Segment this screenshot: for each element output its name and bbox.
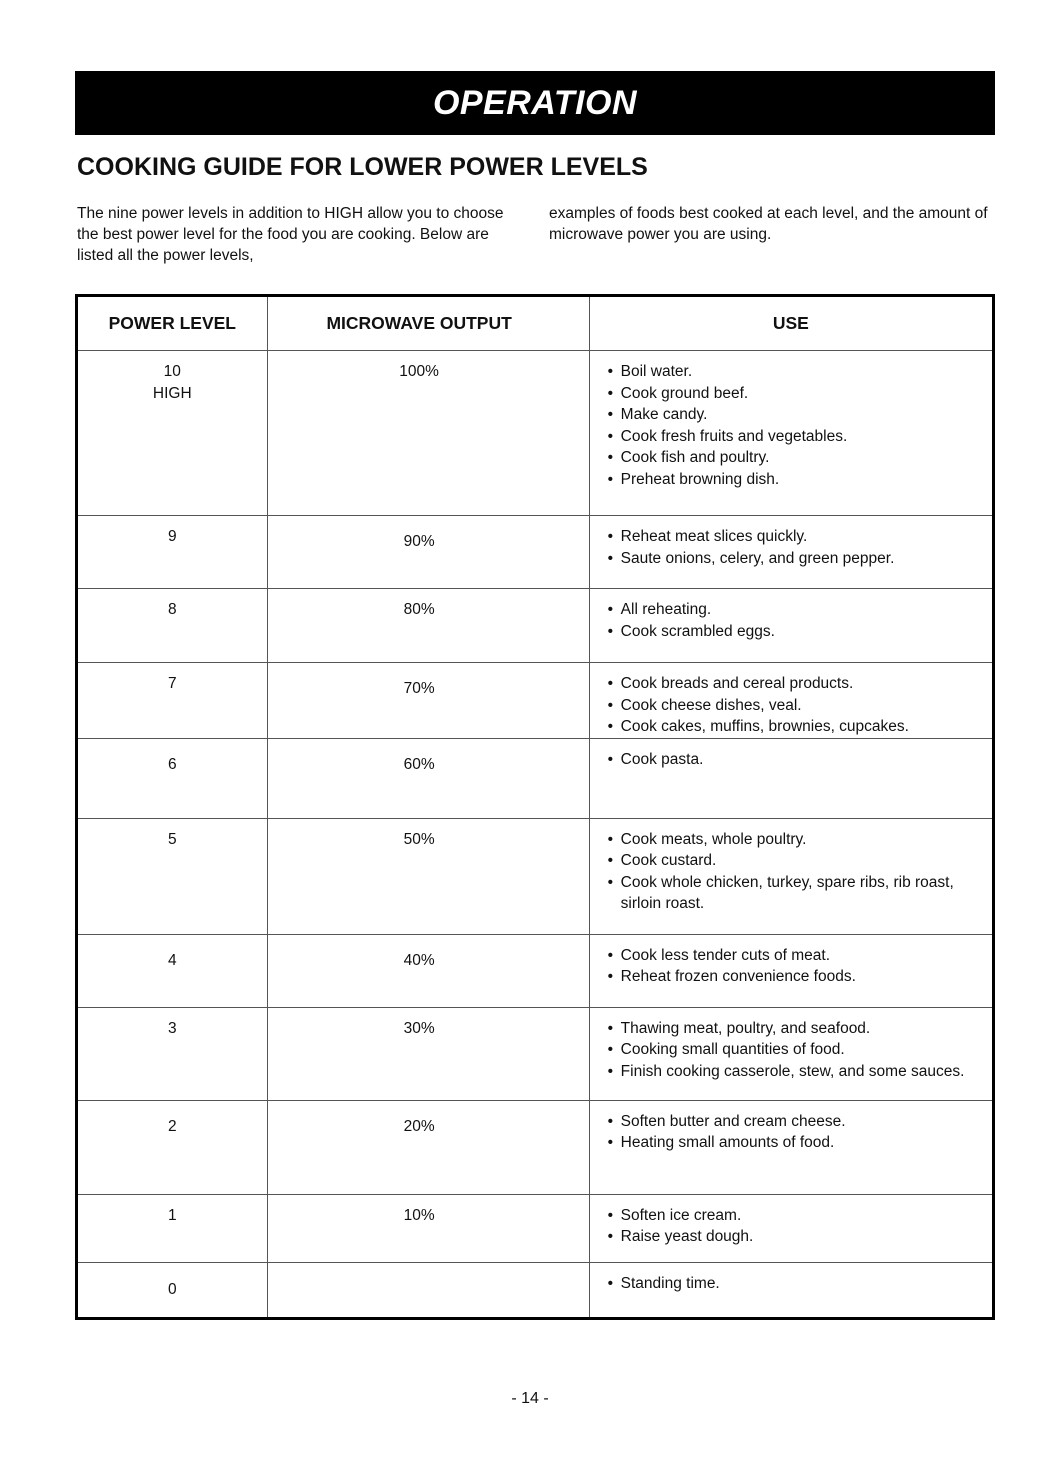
use-cell	[589, 663, 993, 739]
use-cell	[589, 738, 993, 818]
use-list	[590, 1018, 992, 1083]
use-list	[590, 1111, 992, 1154]
use-item: • Cook cheese dishes, veal.	[608, 695, 992, 717]
microwave-output-cell	[267, 663, 589, 739]
power-level-value: 8	[167, 601, 177, 618]
use-list	[590, 599, 992, 642]
page-heading: COOKING GUIDE FOR LOWER POWER LEVELS	[77, 153, 648, 181]
use-item: • Cook meats, whole poultry.	[608, 829, 992, 851]
use-item: • Reheat frozen convenience foods.	[608, 966, 992, 988]
use-cell	[589, 818, 993, 934]
power-level-cell	[77, 738, 268, 818]
power-level-cell	[77, 1262, 268, 1318]
power-level-value: 5	[167, 830, 177, 848]
power-level-cell	[77, 818, 268, 934]
use-list	[590, 361, 992, 490]
table-row	[77, 818, 994, 934]
use-item: • Cook less tender cuts of meat.	[608, 945, 992, 967]
power-level-value: 4	[167, 951, 177, 969]
use-list	[590, 673, 992, 738]
power-level-value: 7	[167, 675, 177, 692]
microwave-output-cell	[267, 516, 589, 589]
page-number: - 14 -	[511, 1390, 549, 1407]
use-item: • Finish cooking casserole, stew, and some sauces.	[608, 1061, 992, 1083]
use-list	[590, 526, 992, 569]
microwave-output-value: 20%	[403, 1117, 435, 1135]
power-level-cell	[77, 1007, 268, 1100]
power-level-value: 9	[167, 528, 177, 545]
use-cell	[589, 1262, 993, 1318]
power-level-label: HIGH	[152, 384, 192, 402]
table-row	[77, 1100, 994, 1194]
use-cell	[589, 1007, 993, 1100]
use-item: • All reheating.	[608, 599, 992, 621]
use-list	[590, 829, 992, 915]
use-item: • Raise yeast dough.	[608, 1226, 992, 1248]
power-level-cell	[77, 663, 268, 739]
use-item: • Boil water.	[608, 361, 992, 383]
use-cell	[589, 1194, 993, 1262]
use-item: • Cook cakes, muffins, brownies, cupcakes.	[608, 716, 992, 738]
microwave-output-value: 40%	[403, 951, 435, 969]
power-level-cell	[77, 516, 268, 589]
header-microwave-output: MICROWAVE OUTPUT	[267, 296, 589, 351]
use-item: • Preheat browning dish.	[608, 469, 992, 491]
microwave-output-cell	[267, 1007, 589, 1100]
power-level-cell	[77, 589, 268, 663]
use-item: • Cook fish and poultry.	[608, 447, 992, 469]
table-row	[77, 1262, 994, 1318]
use-list	[590, 749, 992, 771]
use-item: • Cook fresh fruits and vegetables.	[608, 426, 992, 448]
use-item: • Cook custard.	[608, 850, 992, 872]
use-item: • Cook ground beef.	[608, 383, 992, 405]
use-item: • Reheat meat slices quickly.	[608, 526, 992, 548]
microwave-output-cell	[267, 351, 589, 516]
microwave-output-value: 90%	[403, 533, 435, 550]
microwave-output-value: 70%	[403, 680, 435, 697]
use-item: • Cook scrambled eggs.	[608, 621, 992, 643]
use-item: • Cook breads and cereal products.	[608, 673, 992, 695]
use-item: • Soften ice cream.	[608, 1205, 992, 1227]
table-row	[77, 589, 994, 663]
use-item: • Thawing meat, poultry, and seafood.	[608, 1018, 992, 1040]
power-level-value: 2	[167, 1117, 177, 1135]
table-header-row	[77, 296, 994, 351]
table-row	[77, 1194, 994, 1262]
use-cell	[589, 1100, 993, 1194]
use-cell	[589, 589, 993, 663]
use-item: • Standing time.	[608, 1273, 992, 1295]
power-level-table	[75, 294, 995, 1320]
power-level-value: 1	[167, 1206, 177, 1224]
microwave-output-value: 30%	[403, 1019, 435, 1037]
use-list	[590, 1205, 992, 1248]
power-level-cell	[77, 1194, 268, 1262]
microwave-output-cell	[267, 818, 589, 934]
power-level-value: 10	[163, 363, 181, 380]
microwave-output-cell	[267, 1262, 589, 1318]
microwave-output-cell	[267, 934, 589, 1007]
table-row	[77, 934, 994, 1007]
table-row	[77, 738, 994, 818]
use-item: • Cooking small quantities of food.	[608, 1039, 992, 1061]
use-cell	[589, 351, 993, 516]
power-level-value: 0	[167, 1280, 177, 1298]
microwave-output-cell	[267, 589, 589, 663]
use-item: • Cook pasta.	[608, 749, 992, 771]
use-cell	[589, 934, 993, 1007]
intro-paragraph-right: examples of foods best cooked at each level, and the amount of microwave power you are using.	[549, 205, 988, 243]
table-row	[77, 1007, 994, 1100]
power-level-cell	[77, 934, 268, 1007]
microwave-output-value: 10%	[403, 1206, 435, 1224]
power-level-cell	[77, 351, 268, 516]
use-item: • Heating small amounts of food.	[608, 1132, 992, 1154]
microwave-output-cell	[267, 738, 589, 818]
use-item: • Cook whole chicken, turkey, spare ribs, rib roast, sirloin roast.	[608, 872, 992, 915]
power-level-value: 6	[167, 755, 177, 773]
microwave-output-value: 100%	[399, 363, 439, 380]
microwave-output-value: 50%	[403, 830, 435, 848]
table-row	[77, 663, 994, 739]
header-power-level: POWER LEVEL	[77, 296, 268, 351]
use-item: • Soften butter and cream cheese.	[608, 1111, 992, 1133]
use-list	[590, 1273, 992, 1295]
use-list	[590, 945, 992, 988]
microwave-output-cell	[267, 1100, 589, 1194]
banner-title: OPERATION	[432, 83, 638, 122]
table-row	[77, 351, 994, 516]
power-level-value: 3	[167, 1019, 177, 1037]
intro-paragraph-left: The nine power levels in addition to HIGH allow you to choose the best power level for the food you are cooking. Below are listed all the power levels,	[77, 205, 504, 264]
power-level-cell	[77, 1100, 268, 1194]
use-item: • Make candy.	[608, 404, 992, 426]
table-row	[77, 516, 994, 589]
microwave-output-value: 60%	[403, 755, 435, 773]
use-cell	[589, 516, 993, 589]
microwave-output-cell	[267, 1194, 589, 1262]
section-banner	[75, 71, 995, 135]
table-body	[77, 351, 994, 1319]
header-use: USE	[589, 296, 993, 351]
microwave-output-value: 80%	[403, 601, 435, 618]
use-item: • Saute onions, celery, and green pepper.	[608, 548, 992, 570]
